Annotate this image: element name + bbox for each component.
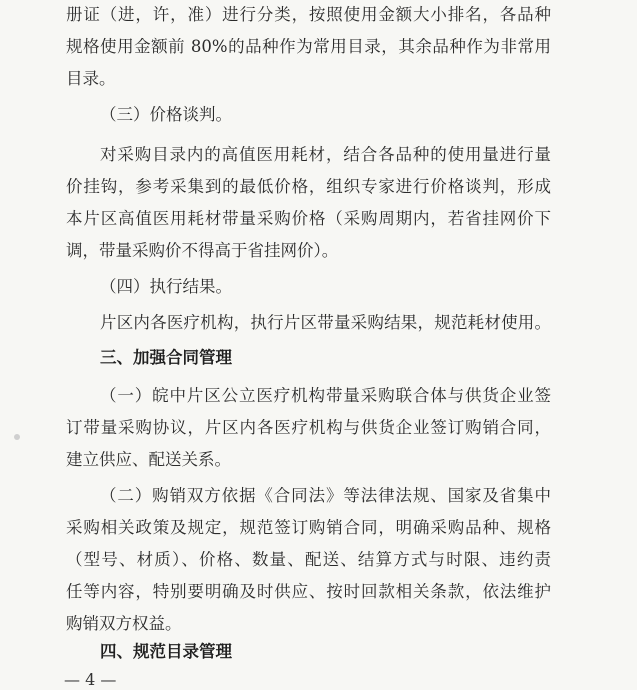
- subheading: （三）价格谈判。: [100, 105, 232, 124]
- body-line: 价挂钩，参考采集到的最低价格，组织专家进行价格谈判，形成: [66, 177, 551, 196]
- body-line: 规格使用金额前 80%的品种作为常用目录，其余品种作为非常用: [66, 37, 551, 56]
- body-line: 订带量采购协议，片区内各医疗机构与供货企业签订购销合同，: [66, 418, 551, 437]
- body-line: 建立供应、配送关系。: [66, 450, 231, 469]
- body-line: 目录。: [66, 69, 116, 88]
- subheading: （四）执行结果。: [100, 277, 232, 296]
- body-line: 购销双方权益。: [66, 614, 182, 633]
- body-line: （二）购销双方依据《合同法》等法律法规、国家及省集中: [100, 486, 551, 505]
- body-line: 调，带量采购价不得高于省挂网价）。: [66, 241, 339, 260]
- page-number: — 4 —: [64, 670, 117, 689]
- body-line: 本片区高值医用耗材带量采购价格（采购周期内，若省挂网价下: [66, 209, 551, 228]
- body-line: 任等内容，特别要明确及时供应、按时回款相关条款，依法维护: [66, 582, 551, 601]
- body-line: （一）皖中片区公立医疗机构带量采购联合体与供货企业签: [100, 386, 551, 405]
- body-line: 对采购目录内的高值医用耗材，结合各品种的使用量进行量: [100, 145, 551, 164]
- body-line: 采购相关政策及规定，规范签订购销合同，明确采购品种、规格: [66, 518, 551, 537]
- body-line: （型号、材质）、价格、数量、配送、结算方式与时限、违约责: [66, 550, 551, 569]
- section-heading: 四、规范目录管理: [100, 642, 232, 661]
- scan-speck: [14, 434, 20, 440]
- body-line: 册证（进，许，准）进行分类，按照使用金额大小排名，各品种: [66, 5, 551, 24]
- section-heading: 三、加强合同管理: [100, 348, 232, 367]
- body-line: 片区内各医疗机构，执行片区带量采购结果，规范耗材使用。: [100, 313, 551, 332]
